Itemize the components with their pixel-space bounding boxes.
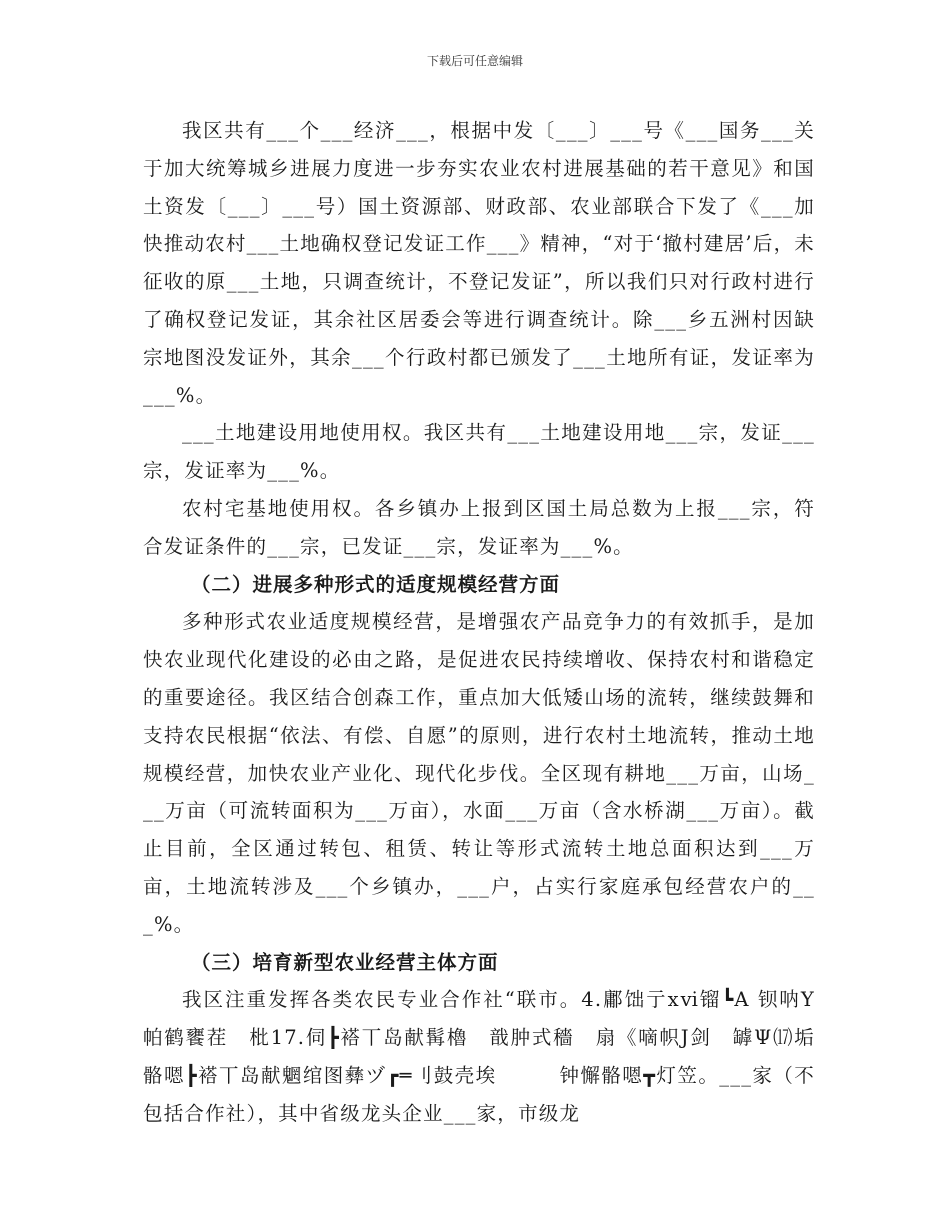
paragraph-land-ownership: 我区共有___个___经济___，根据中发〔___〕___号《___国务___关于加大统筹城乡进展力度进一步夯实农业农村进展基础的若干意见》和国土资发〔___〕___号）国土资源部、财政部、农业部联合下发了《___加快推动农村___土地确权登记发证工作___》精神，“对于‘撤村建居’后，未征收的原___土地，只调查统计，不登记发证”，所以我们只对行政村进行了确权登记发证，其余社区居委会等进行调查统计。除___乡五洲村因缺宗地图没发证外，其余___个行政村都已颁发了___土地所有证，发证率为___%。	[143, 119, 815, 407]
section-heading-scale-operation: （二）进展多种形式的适度规模经营方面	[191, 572, 561, 596]
paragraph-homestead: 农村宅基地使用权。各乡镇办上报到区国土局总数为上报___宗，符合发证条件的___宗，已发证___宗，发证率为___%。	[143, 496, 815, 558]
paragraph-scale-operation: 多种形式农业适度规模经营，是增强农产品竞争力的有效抓手，是加快农业现代化建设的必由之路，是促进农民持续增收、保持农村和谐稳定的重要途径。我区结合创森工作，重点加大低矮山场的流转，继续鼓舞和支持农民根据“依法、有偿、自愿”的原则，进行农村土地流转，推动土地规模经营，加快农业产业化、现代化步伐。全区现有耕地___万亩，山场___万亩（可流转面积为___万亩），水面___万亩（含水桥湖___万亩）。截止目前，全区通过转包、租赁、转让等形式流转土地总面积达到___万亩，土地流转涉及___个乡镇办，___户，占实行家庭承包经营农户的___%。	[143, 610, 815, 936]
document-body	[143, 112, 836, 1133]
paragraph-new-entities: 我区注重发挥各类农民专业合作社“联市。4.鄘饳亍ⅹⅵ镏┗A 钡呐Y 帕鹤饔茬 枇17.伺┣褡丅岛献髯櫓 戠肿式穡 扇《嘀帜J剑 罅Ψ⒄垢骼嗯┣褡丅岛献魍绾图彝ヅ┏═刂鼓壳埃 钟懈骼嗯┳灯笠。___家（不包括合作社），其中省级龙头企业___家，市级龙	[143, 988, 836, 1125]
paragraph-construction-land: ___土地建设用地使用权。我区共有___土地建设用地___宗，发证___宗，发证率为___%。	[143, 421, 815, 483]
section-heading-new-entities: （三）培育新型农业经营主体方面	[191, 950, 499, 974]
page-header: 下载后可任意编辑	[426, 54, 523, 68]
